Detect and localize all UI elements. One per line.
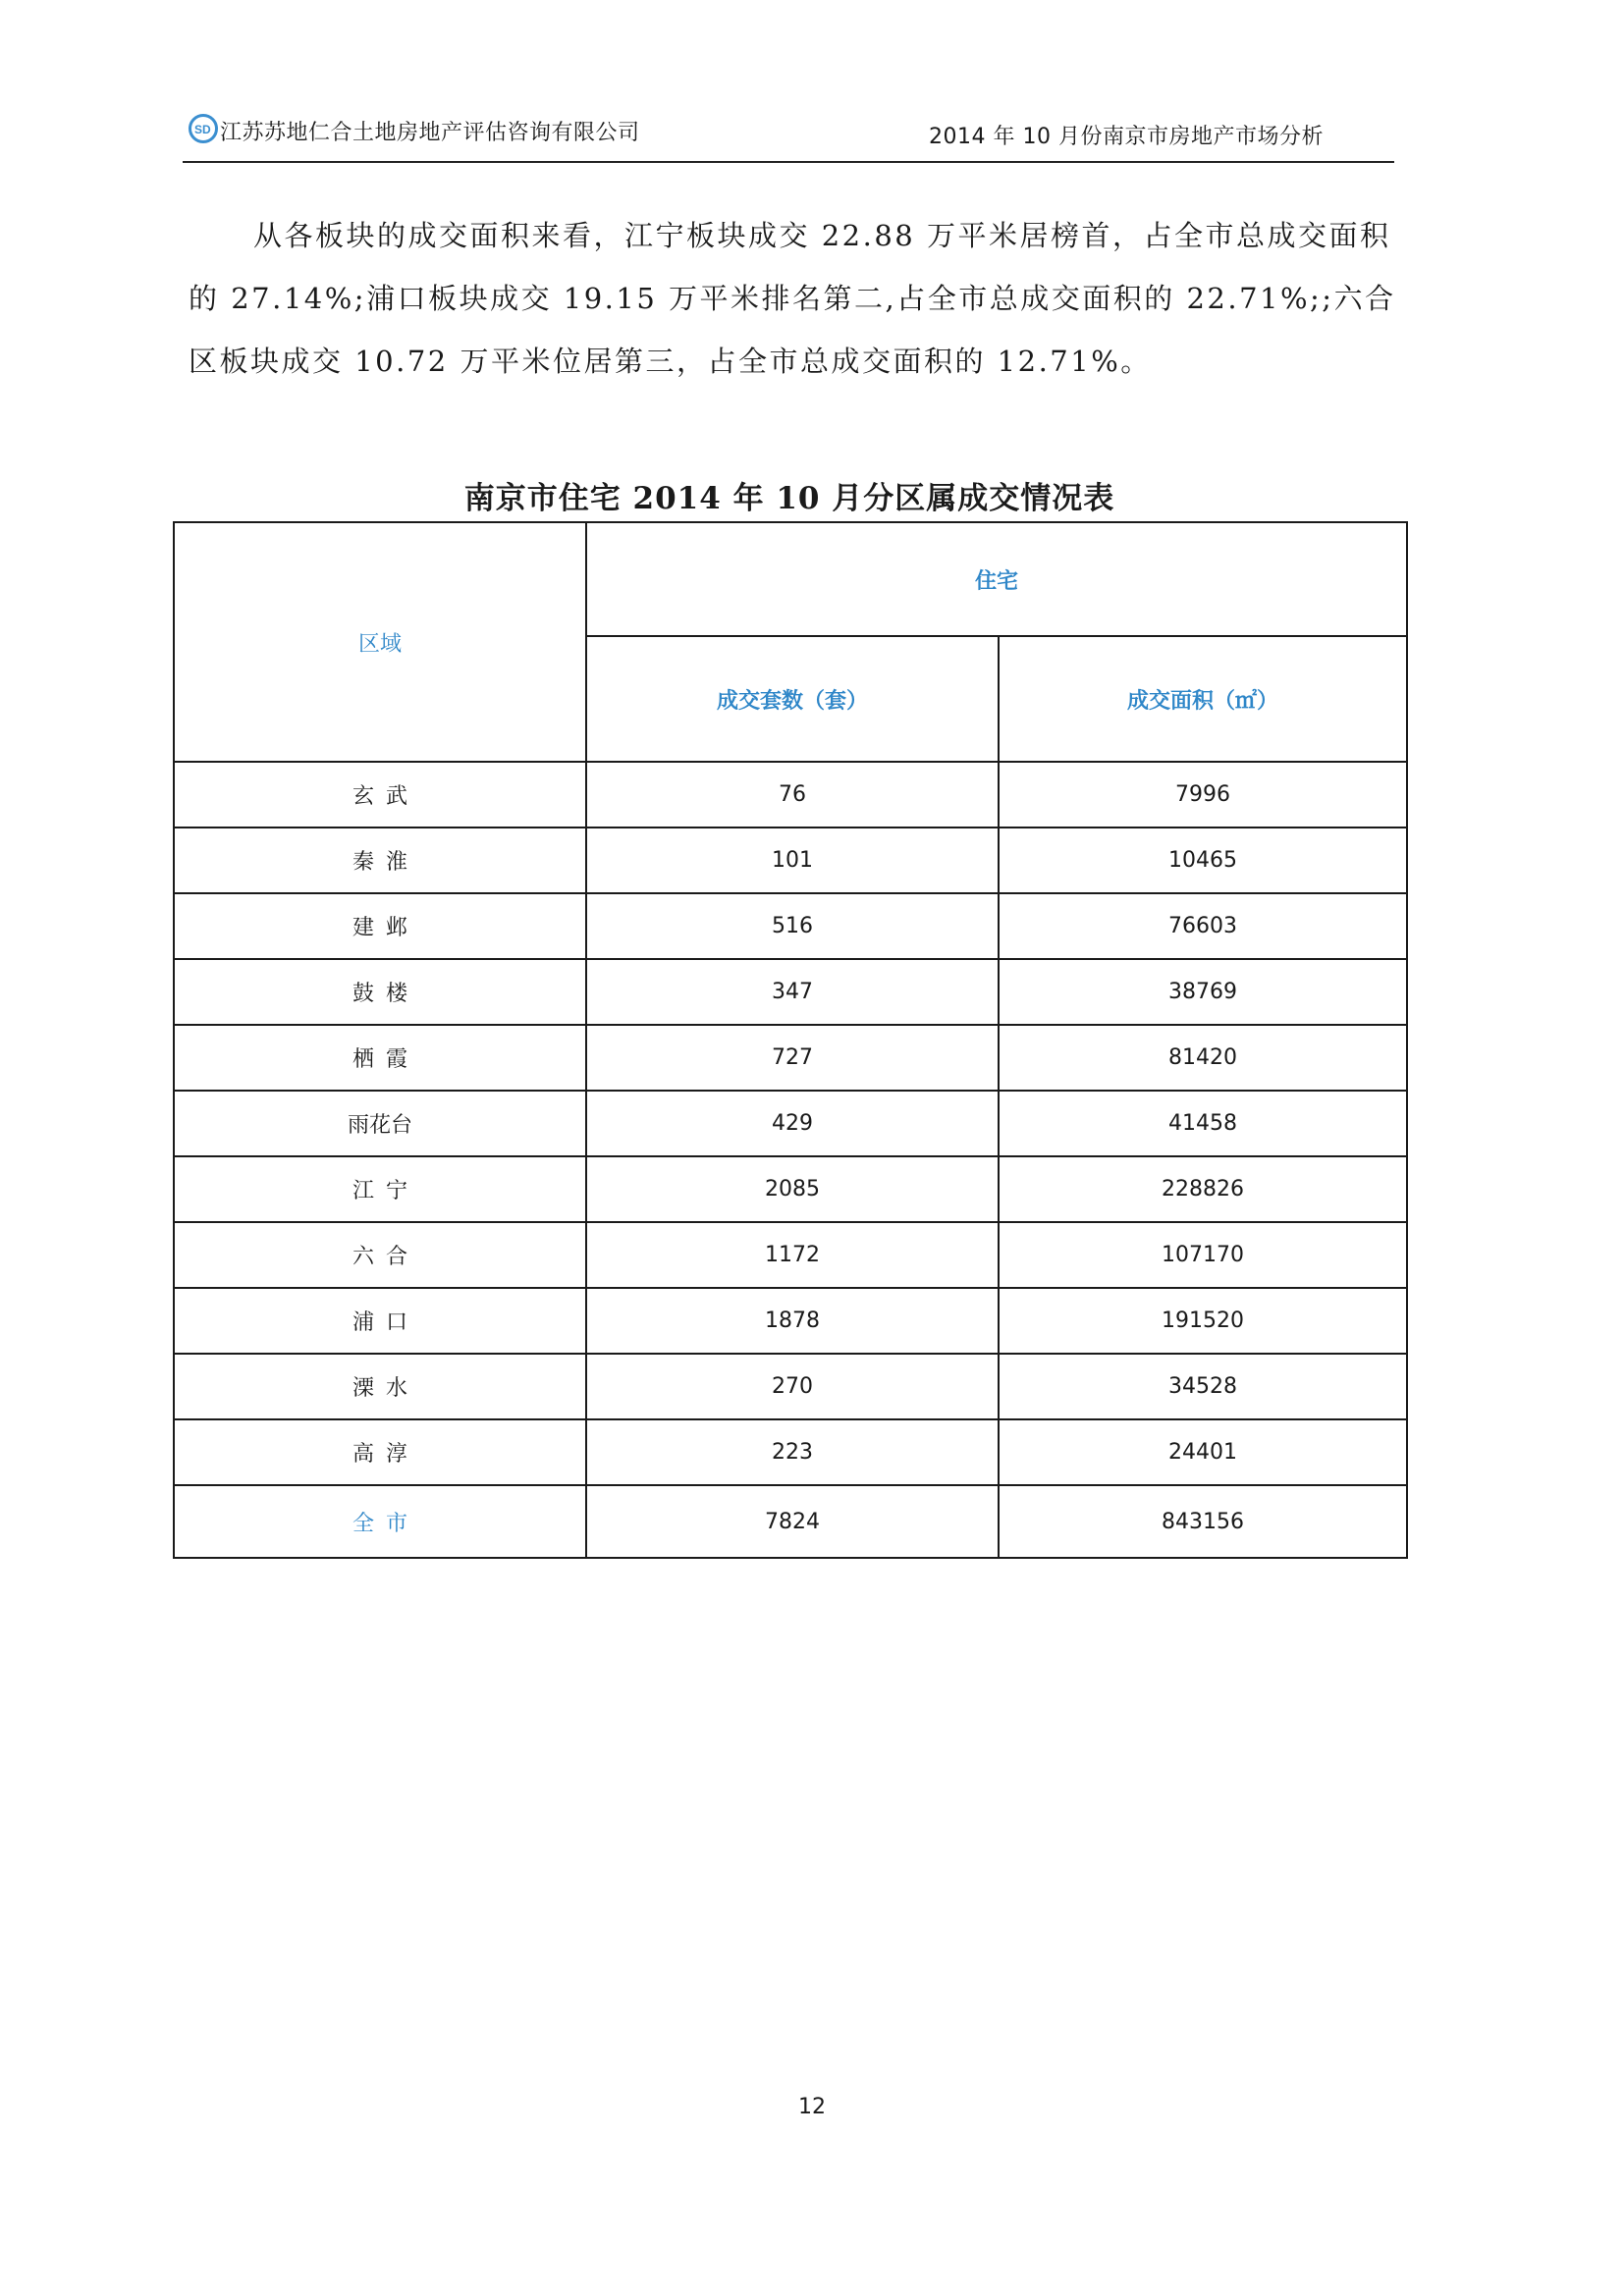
cell-region: 玄武 <box>174 762 586 828</box>
cell-region: 鼓楼 <box>174 959 586 1025</box>
report-title: 2014 年 10 月份南京市房地产市场分析 <box>929 125 1324 149</box>
district-transaction-table <box>173 521 1408 1559</box>
table-row <box>174 1025 1407 1091</box>
cell-area: 191520 <box>999 1288 1407 1354</box>
cell-area: 228826 <box>999 1156 1407 1222</box>
cell-units: 76 <box>586 762 999 828</box>
header-area: 成交面积（㎡） <box>999 636 1407 762</box>
cell-area: 24401 <box>999 1419 1407 1485</box>
table-row <box>174 1091 1407 1156</box>
table-row <box>174 1354 1407 1419</box>
table-row <box>174 1156 1407 1222</box>
cell-region: 建邺 <box>174 893 586 959</box>
header-region: 区域 <box>174 522 586 762</box>
cell-area: 34528 <box>999 1354 1407 1419</box>
cell-area: 76603 <box>999 893 1407 959</box>
cell-area: 38769 <box>999 959 1407 1025</box>
cell-units: 270 <box>586 1354 999 1419</box>
table-row <box>174 1419 1407 1485</box>
cell-area: 7996 <box>999 762 1407 828</box>
cell-units: 347 <box>586 959 999 1025</box>
cell-area: 107170 <box>999 1222 1407 1288</box>
table-row <box>174 762 1407 828</box>
header-residential: 住宅 <box>586 522 1407 636</box>
cell-region: 雨花台 <box>174 1091 586 1156</box>
cell-units: 2085 <box>586 1156 999 1222</box>
cell-units: 101 <box>586 828 999 893</box>
cell-units: 223 <box>586 1419 999 1485</box>
table-row <box>174 959 1407 1025</box>
table-row <box>174 1222 1407 1288</box>
cell-area: 81420 <box>999 1025 1407 1091</box>
table-row <box>174 828 1407 893</box>
cell-region: 溧水 <box>174 1354 586 1419</box>
cell-region: 浦口 <box>174 1288 586 1354</box>
table-row <box>174 893 1407 959</box>
cell-area: 10465 <box>999 828 1407 893</box>
table-row <box>174 1288 1407 1354</box>
cell-region: 江宁 <box>174 1156 586 1222</box>
table-body <box>174 762 1407 1485</box>
cell-units: 429 <box>586 1091 999 1156</box>
logo-text: SD <box>194 123 211 136</box>
page-header <box>183 110 1394 163</box>
cell-units: 516 <box>586 893 999 959</box>
cell-units: 1878 <box>586 1288 999 1354</box>
company-logo-icon <box>189 114 218 143</box>
total-region: 全市 <box>174 1485 586 1558</box>
cell-units: 727 <box>586 1025 999 1091</box>
page-number: 12 <box>798 2095 826 2119</box>
total-area: 843156 <box>999 1485 1407 1558</box>
cell-area: 41458 <box>999 1091 1407 1156</box>
table-title: 南京市住宅 2014 年 10 月分区属成交情况表 <box>463 481 1115 516</box>
cell-units: 1172 <box>586 1222 999 1288</box>
cell-region: 栖霞 <box>174 1025 586 1091</box>
company-name: 江苏苏地仁合土地房地产评估咨询有限公司 <box>220 121 640 145</box>
table-row-total <box>174 1485 1407 1558</box>
total-units: 7824 <box>586 1485 999 1558</box>
cell-region: 高淳 <box>174 1419 586 1485</box>
analysis-paragraph: 从各板块的成交面积来看，江宁板块成交 22.88 万平米居榜首，占全市总成交面积的 27.14%;浦口板块成交 19.15 万平米排名第二,占全市总成交面积的 22.71%;;六合区板块成交 10.72 万平米位居第三，占全市总成交面积的 12.71%。 <box>189 219 1396 378</box>
header-units: 成交套数（套） <box>586 636 999 762</box>
cell-region: 秦淮 <box>174 828 586 893</box>
cell-region: 六合 <box>174 1222 586 1288</box>
